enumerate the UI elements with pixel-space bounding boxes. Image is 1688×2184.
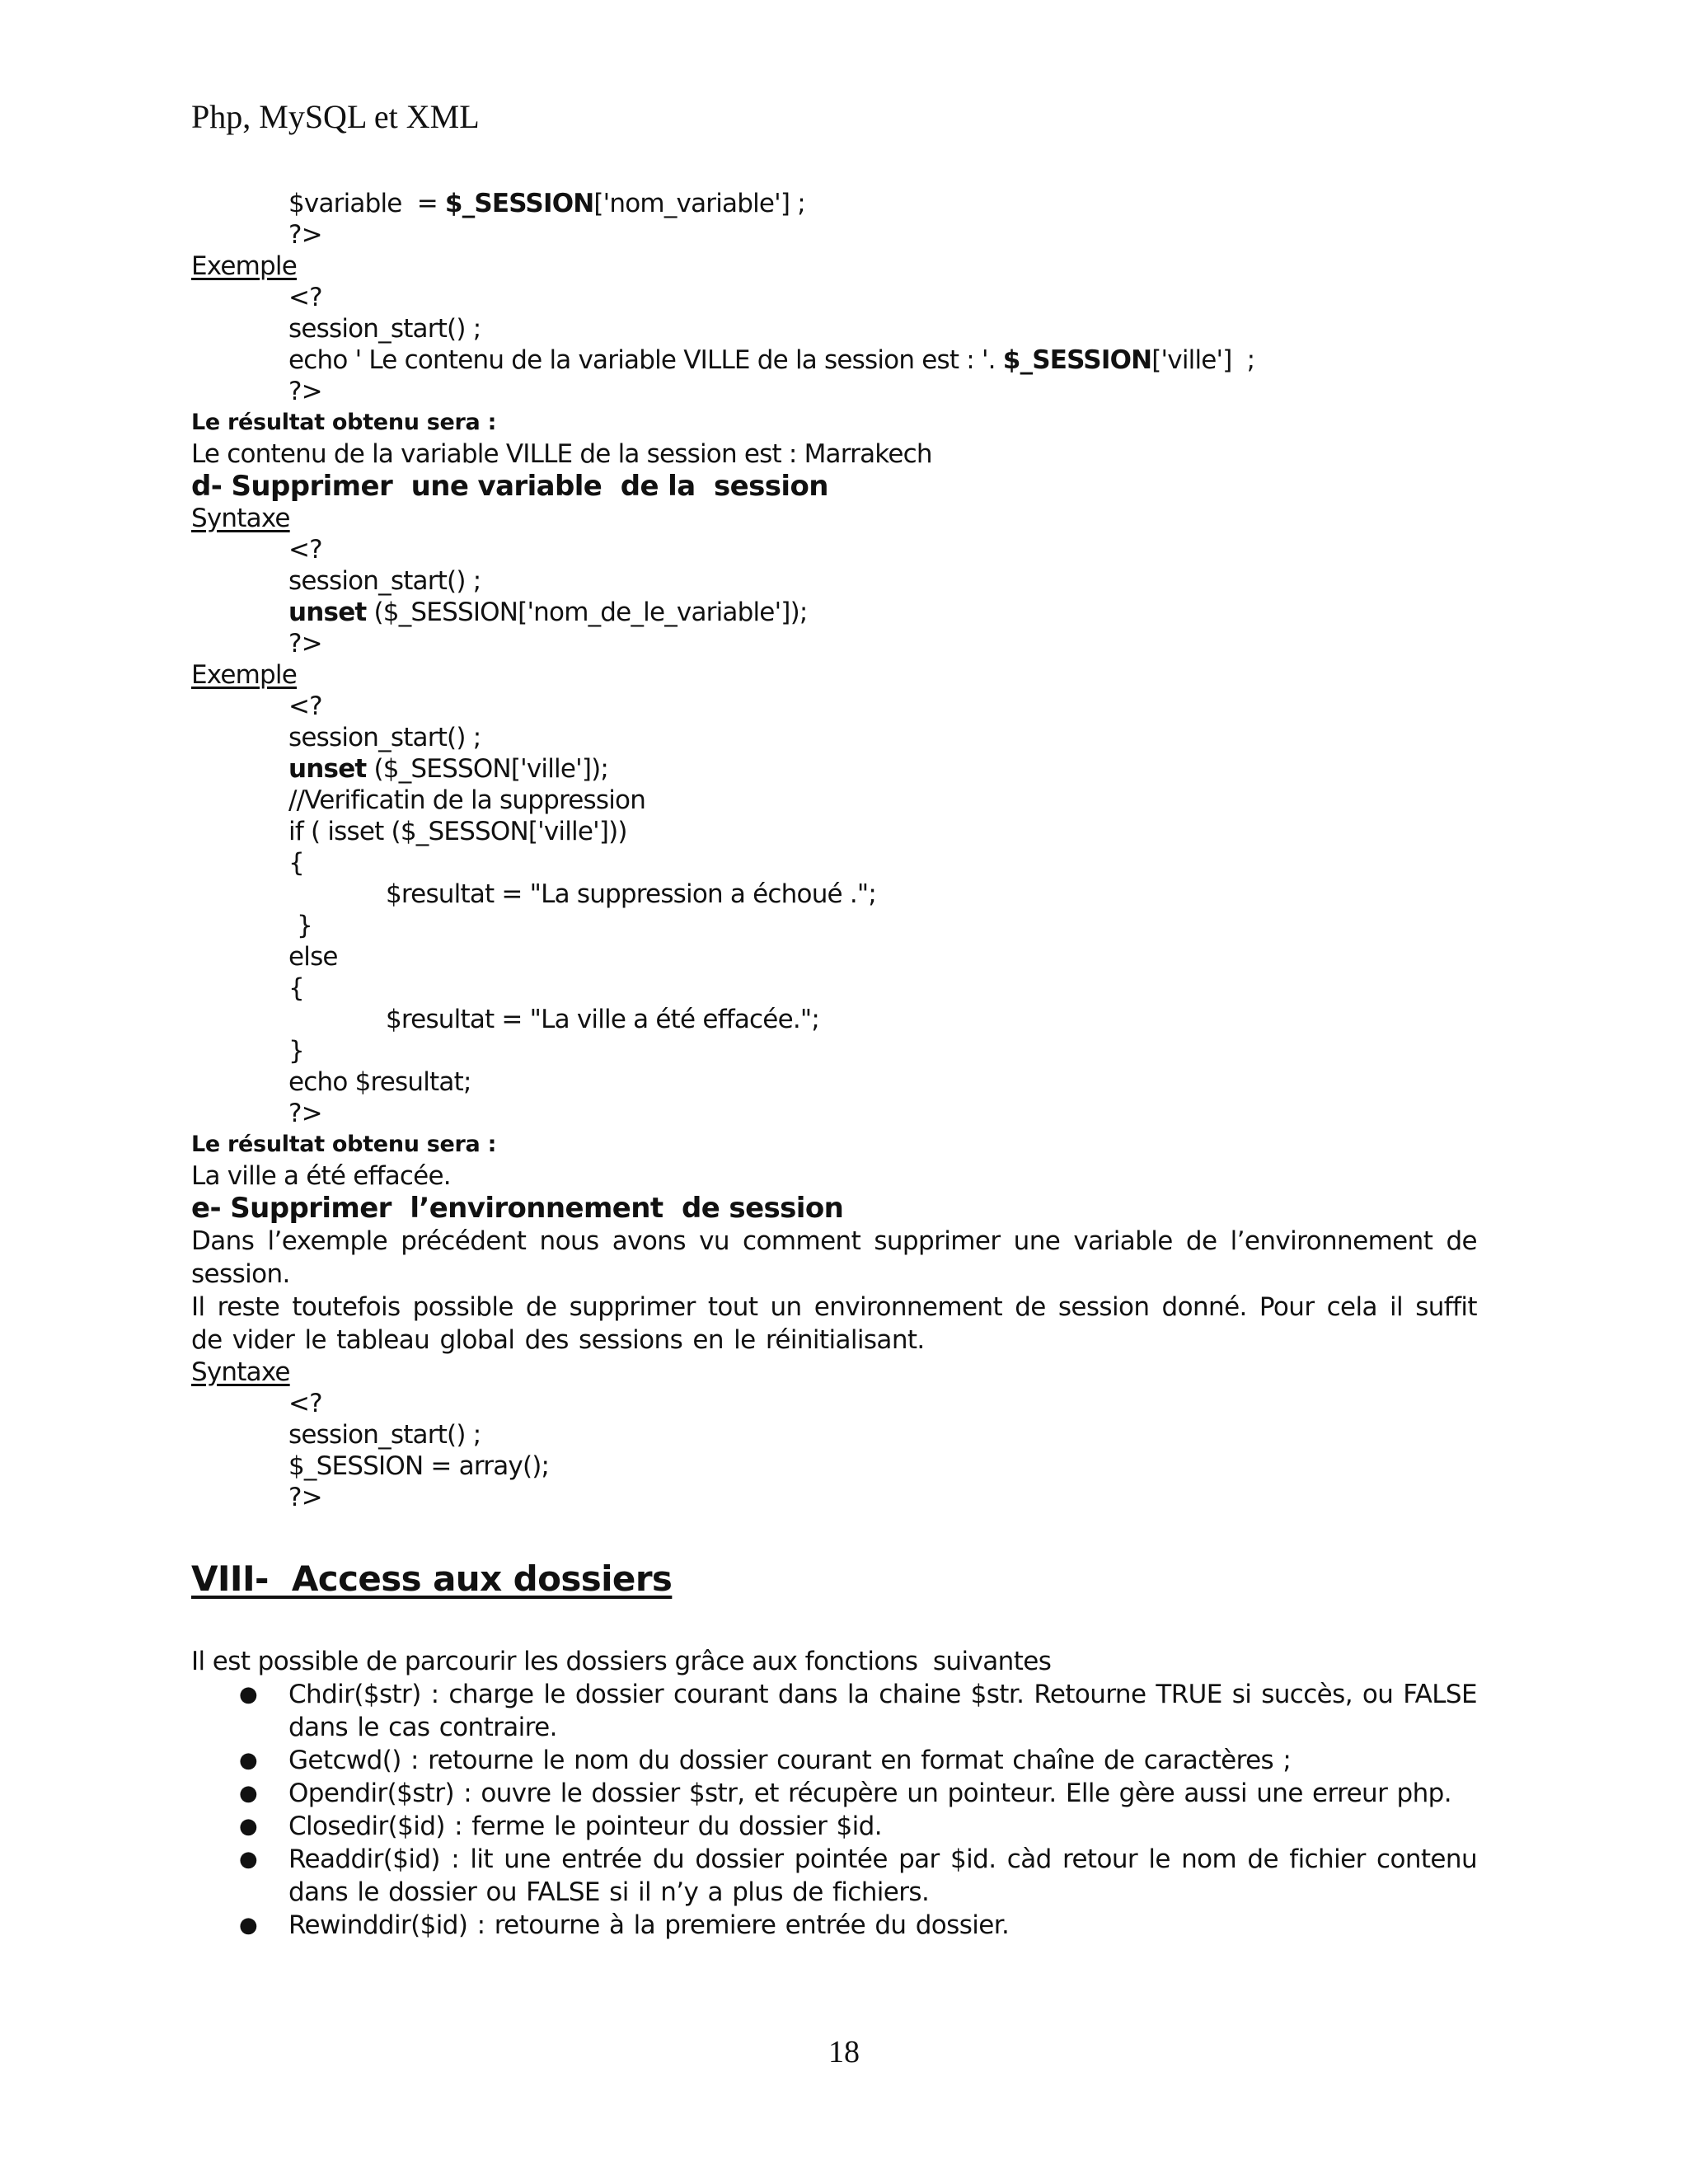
code-line: { (288, 973, 304, 1003)
code-keyword: $_SESSION (1002, 345, 1152, 375)
code-line: if ( isset ($_SESSON['ville'])) (288, 817, 627, 846)
code-keyword: unset (288, 754, 367, 784)
code-line: session_start() ; (288, 723, 481, 752)
code-line: echo ' Le contenu de la variable VILLE de la session est : '. $_SESSION['ville'] ; (288, 345, 1255, 375)
code-line: $resultat = "La suppression a échoué ."; (386, 879, 877, 909)
code-line: <? (288, 691, 322, 721)
code-line: <? (288, 1389, 322, 1418)
code-line: } (288, 1036, 304, 1066)
code-line: $_SESSION = array(); (288, 1451, 550, 1481)
paragraph: Dans l’exemple précédent nous avons vu comment supprimer une variable de l’environnement de session. (191, 1226, 1477, 1289)
section-title: VIII- Access aux dossiers (191, 1558, 673, 1599)
code-line: <? (288, 283, 322, 312)
bullet-icon: ● (239, 1913, 258, 1938)
code-line: ?> (288, 1483, 322, 1512)
code-line: unset ($_SESSON['ville']); (288, 754, 609, 784)
code-line: session_start() ; (288, 314, 481, 344)
list-item: ● Chdir($str) : charge le dossier courant dans la chaine $str. Retourne TRUE si succès, ou FALSE dans le cas contraire. (239, 1680, 1477, 1742)
example-label: Exemple (191, 660, 298, 690)
result-text: La ville a été effacée. (191, 1161, 451, 1191)
list-item: ● Getcwd() : retourne le nom du dossier courant en format chaîne de caractères ; (239, 1746, 1292, 1775)
syntax-label: Syntaxe (191, 1357, 290, 1387)
code-line: else (288, 942, 338, 972)
code-line: ?> (288, 377, 322, 406)
list-item: ● Rewinddir($id) : retourne à la premiere entrée du dossier. (239, 1910, 1010, 1940)
subsection-title: e- Supprimer l’environnement de session (191, 1192, 844, 1225)
code-line: { (288, 848, 304, 878)
code-line: session_start() ; (288, 566, 481, 596)
example-label: Exemple (191, 251, 298, 281)
bullet-icon: ● (239, 1682, 258, 1707)
code-line: $resultat = "La ville a été effacée."; (386, 1005, 819, 1034)
bullet-icon: ● (239, 1847, 258, 1872)
result-label: Le résultat obtenu sera : (191, 1132, 497, 1157)
running-header: Php, MySQL et XML (191, 98, 480, 135)
paragraph: Il reste toutefois possible de supprimer tout un environnement de session donné. Pour cela il suffit de vider le tableau global des sessions en le réinitialisant. (191, 1292, 1477, 1355)
code-keyword: $_SESSION (444, 189, 594, 218)
bullet-icon: ● (239, 1781, 258, 1806)
list-item: ● Readdir($id) : lit une entrée du dossier pointée par $id. càd retour le nom de fichier contenu dans le dossier ou FALSE si il n’y a plus de fichiers. (239, 1844, 1477, 1907)
code-line: unset ($_SESSION['nom_de_le_variable']); (288, 598, 808, 627)
syntax-label: Syntaxe (191, 504, 290, 533)
code-line: ?> (288, 220, 322, 250)
code-line: echo $resultat; (288, 1067, 471, 1097)
bullet-icon: ● (239, 1814, 258, 1839)
code-line: ?> (288, 629, 322, 658)
paragraph: Il est possible de parcourir les dossiers grâce aux fonctions suivantes (191, 1647, 1052, 1676)
bullet-icon: ● (239, 1748, 258, 1773)
function-list (191, 1678, 1477, 1942)
subsection-title: d- Supprimer une variable de la session (191, 470, 828, 503)
code-line: ?> (288, 1099, 322, 1128)
code-line: session_start() ; (288, 1420, 481, 1450)
result-label: Le résultat obtenu sera : (191, 410, 497, 435)
code-keyword: unset (288, 598, 367, 627)
code-line: $variable = $_SESSION['nom_variable'] ; (288, 189, 805, 218)
list-item: ● Closedir($id) : ferme le pointeur du dossier $id. (239, 1811, 882, 1841)
result-text: Le contenu de la variable VILLE de la session est : Marrakech (191, 439, 932, 469)
page-number: 18 (828, 2035, 860, 2069)
page-content (191, 188, 1477, 1942)
code-comment: //Verificatin de la suppression (288, 785, 646, 815)
code-line: <? (288, 535, 322, 565)
list-item: ● Opendir($str) : ouvre le dossier $str, et récupère un pointeur. Elle gère aussi une erreur php. (239, 1779, 1451, 1808)
code-line: } (297, 911, 312, 940)
